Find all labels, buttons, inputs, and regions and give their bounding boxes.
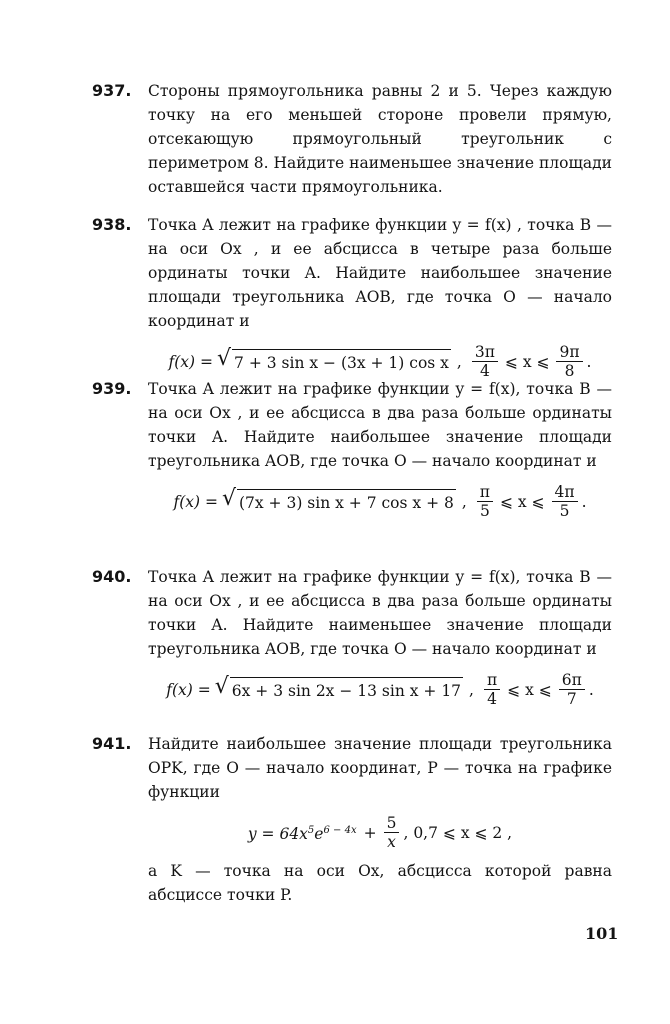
formula-end: . bbox=[588, 680, 594, 699]
lower-bound-fraction: $\frac{3\pi}{4}$ bbox=[472, 343, 498, 380]
fraction: $\frac{5}{x}$ bbox=[384, 814, 400, 851]
problem-939 bbox=[92, 377, 612, 528]
problem-text: Стороны прямоугольника равны 2 и 5. Через каждую точку на его меньшей стороне провели прямую, отсекающую прямоугольный треугольник с периметром 8. Найдите наименьшее значение площади оставшейся части прямоугольника. bbox=[148, 82, 612, 196]
upper-bound-fraction: $\frac{9\pi}{8}$ bbox=[556, 343, 582, 380]
problem-text: Точка A лежит на графике функции y = f(x), точка B — на оси Ox , и ее абсцисса в два раза больше ординаты точки A. Найдите наименьшее значение площади треугольника AOB, где точка O — начало координат и bbox=[148, 568, 612, 658]
problem-text: Точка A лежит на графике функции y = f(x), точка B — на оси Ox , и ее абсцисса в два раза больше ординаты точки A. Найдите наибольшее значение площади треугольника AOB, где точка O — начало координат и bbox=[148, 380, 612, 470]
radicand: 6x + 3 sin 2x − 13 sin x + 17 bbox=[230, 677, 463, 703]
separator: , bbox=[456, 352, 462, 371]
upper-bound-fraction: $\frac{4\pi}{5}$ bbox=[552, 483, 578, 520]
formula-lhs: $y = 64x^5e^{6 - 4x}$ bbox=[247, 824, 357, 844]
lower-bound-fraction: $\frac{\pi}{4}$ bbox=[484, 671, 500, 708]
inequality: ⩽ x ⩽ bbox=[504, 352, 550, 371]
problem-text-after: а K — точка на оси Ox, абсцисса которой равна абсциссе точки P. bbox=[148, 862, 612, 904]
problem-number: 938. bbox=[92, 215, 132, 234]
page-number: 101 bbox=[585, 924, 619, 943]
problem-text: Найдите наибольшее значение площади треугольника OPK, где O — начало координат, P — точка на графике функции bbox=[148, 735, 612, 801]
plus-sign: + bbox=[363, 823, 377, 842]
problem-941 bbox=[92, 732, 612, 907]
sqrt: √ 7 + 3 sin x − (3x + 1) cos x bbox=[217, 349, 451, 375]
inequality: ⩽ x ⩽ bbox=[507, 680, 552, 699]
problem-number: 940. bbox=[92, 567, 132, 586]
formula bbox=[148, 671, 612, 708]
upper-bound-fraction: $\frac{6\pi}{7}$ bbox=[559, 671, 585, 708]
problem-number: 941. bbox=[92, 734, 132, 753]
separator: , bbox=[469, 680, 474, 699]
formula-end: . bbox=[586, 352, 592, 371]
lower-bound-fraction: $\frac{\pi}{5}$ bbox=[477, 483, 493, 520]
formula bbox=[148, 343, 612, 380]
formula bbox=[148, 483, 612, 520]
problem-938 bbox=[92, 213, 612, 388]
sqrt: √ 6x + 3 sin 2x − 13 sin x + 17 bbox=[215, 677, 463, 703]
inequality: ⩽ x ⩽ bbox=[499, 492, 545, 511]
separator: , bbox=[461, 492, 467, 511]
formula-lhs: f(x) = bbox=[168, 352, 214, 371]
formula-end: . bbox=[581, 492, 587, 511]
radicand: 7 + 3 sin x − (3x + 1) cos x bbox=[232, 349, 451, 375]
formula bbox=[148, 814, 612, 851]
problem-number: 939. bbox=[92, 379, 132, 398]
problem-number: 937. bbox=[92, 81, 132, 100]
radicand: (7x + 3) sin x + 7 cos x + 8 bbox=[237, 489, 456, 515]
formula-lhs: f(x) = bbox=[173, 492, 218, 511]
problem-text: Точка A лежит на графике функции y = f(x) , точка B — на оси Ox , и ее абсцисса в четыре раза больше ординаты точки A. Найдите наибольшее значение площади треугольника AOB, где точка O — начало координат и bbox=[148, 216, 612, 330]
sqrt: √ (7x + 3) sin x + 7 cos x + 8 bbox=[222, 489, 456, 515]
problem-940 bbox=[92, 565, 612, 716]
problem-937 bbox=[92, 79, 612, 199]
range: , 0,7 ⩽ x ⩽ 2 , bbox=[403, 823, 513, 842]
formula-lhs: f(x) = bbox=[166, 680, 211, 699]
